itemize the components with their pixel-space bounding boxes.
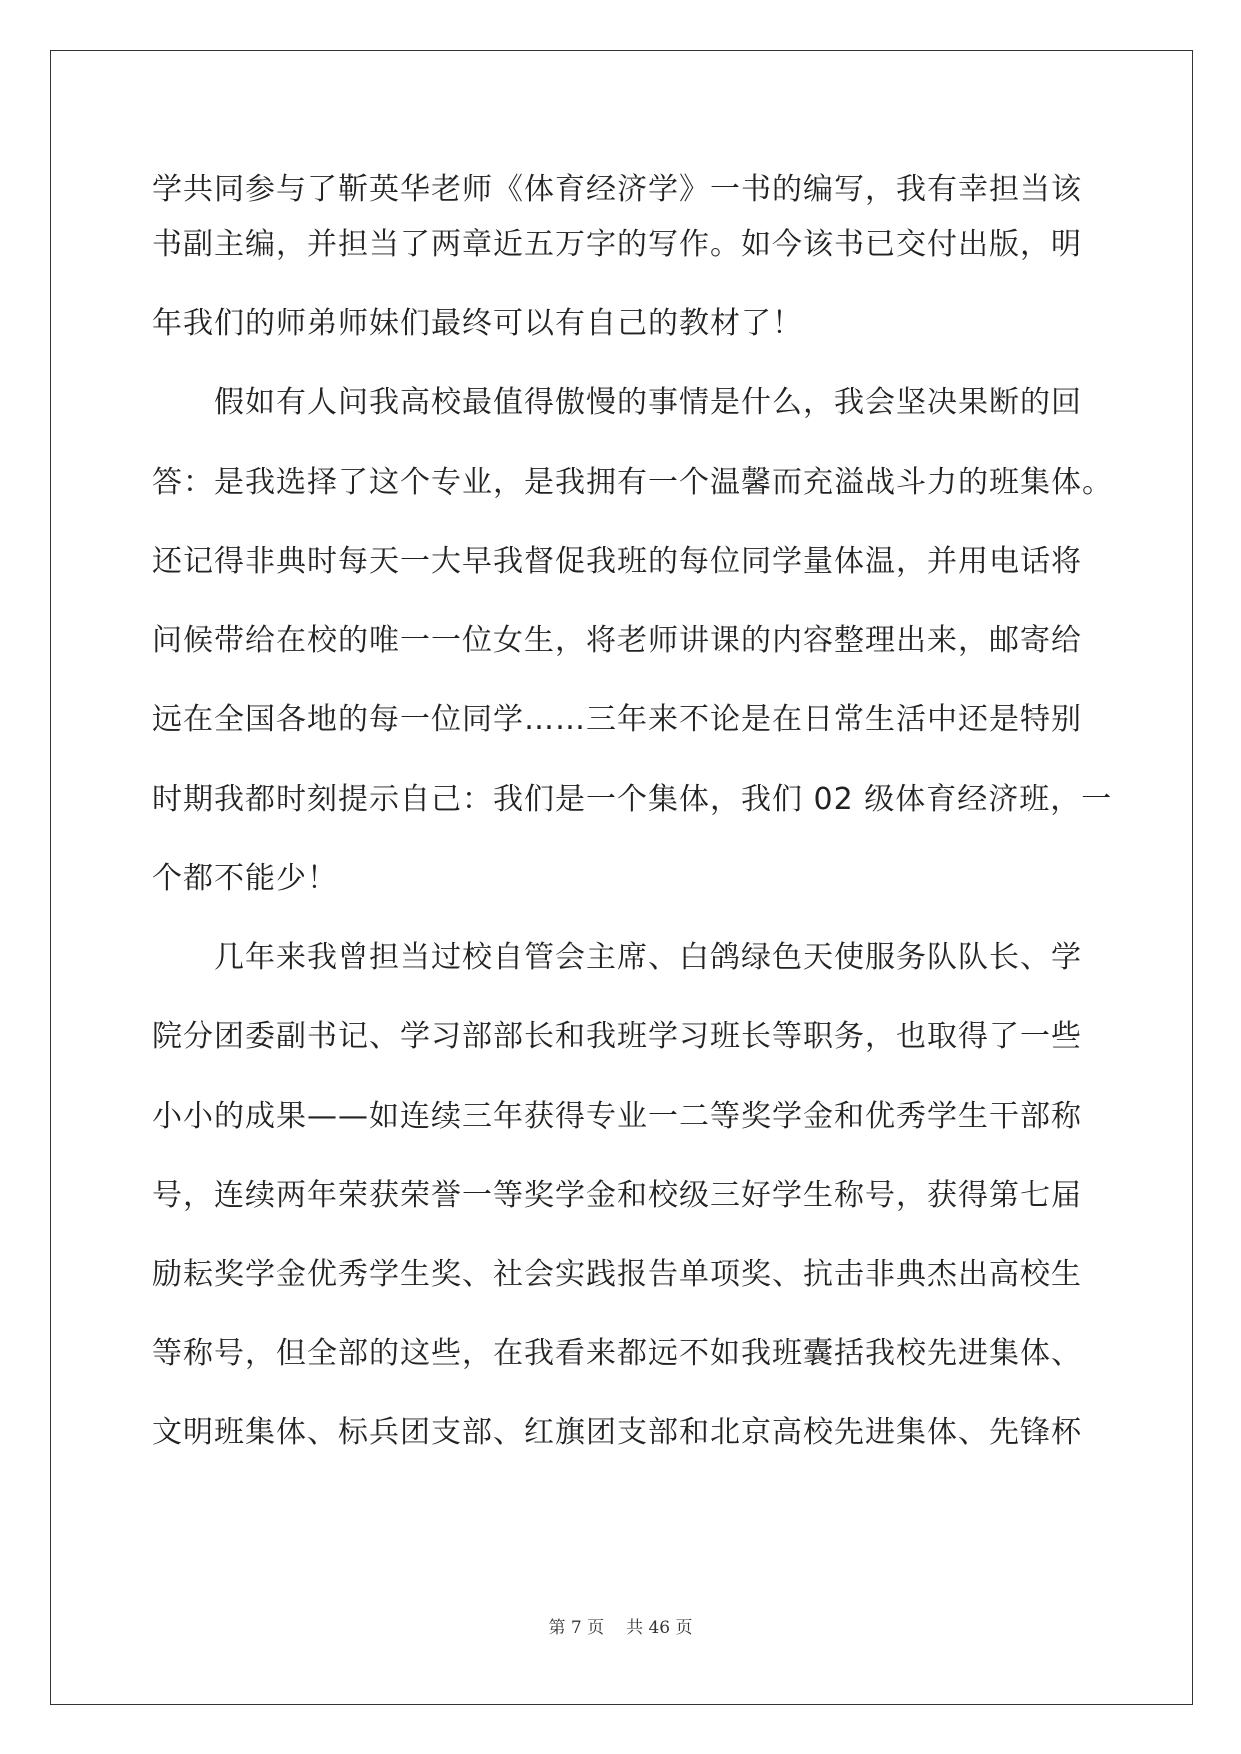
- text-line: 书副主编，并担当了两章近五万字的写作。如今该书已交付出版，明: [152, 227, 1082, 262]
- text-line: 年我们的师弟师妹们最终可以有自己的教材了！: [152, 306, 803, 341]
- text-line: 还记得非典时每天一大早我督促我班的每位同学量体温，并用电话将: [152, 544, 1082, 579]
- text-line: 小小的成果——如连续三年获得专业一二等奖学金和优秀学生干部称: [152, 1099, 1082, 1134]
- page-footer: [0, 1613, 1241, 1638]
- text-line: 个都不能少！: [152, 861, 338, 896]
- text-line: 等称号，但全部的这些，在我看来都远不如我班囊括我校先进集体、: [152, 1336, 1082, 1371]
- text-line: 时期我都时刻提示自己：我们是一个集体，我们 02 级体育经济班，一: [152, 782, 1113, 817]
- text-line: 假如有人问我高校最值得傲慢的事情是什么，我会坚决果断的回: [152, 385, 1082, 420]
- text-line: 励耘奖学金优秀学生奖、社会实践报告单项奖、抗击非典杰出高校生: [152, 1257, 1082, 1292]
- text-line: 问候带给在校的唯一一位女生，将老师讲课的内容整理出来，邮寄给: [152, 623, 1082, 658]
- text-line: 号，连续两年荣获荣誉一等奖学金和校级三好学生称号，获得第七届: [152, 1178, 1082, 1213]
- text-line: 院分团委副书记、学习部部长和我班学习班长等职务，也取得了一些: [152, 1019, 1082, 1054]
- page-number: 第 7 页: [548, 1618, 605, 1638]
- text-line: 几年来我曾担当过校自管会主席、白鸽绿色天使服务队队长、学: [152, 940, 1082, 975]
- page-total: 共 46 页: [626, 1618, 693, 1638]
- text-line: 答：是我选择了这个专业，是我拥有一个温馨而充溢战斗力的班集体。: [152, 465, 1113, 500]
- text-line: 学共同参与了靳英华老师《体育经济学》一书的编写，我有幸担当该: [152, 172, 1082, 207]
- text-line: 文明班集体、标兵团支部、红旗团支部和北京高校先进集体、先锋杯: [152, 1415, 1082, 1450]
- text-line: 远在全国各地的每一位同学……三年来不论是在日常生活中还是特别: [152, 702, 1082, 737]
